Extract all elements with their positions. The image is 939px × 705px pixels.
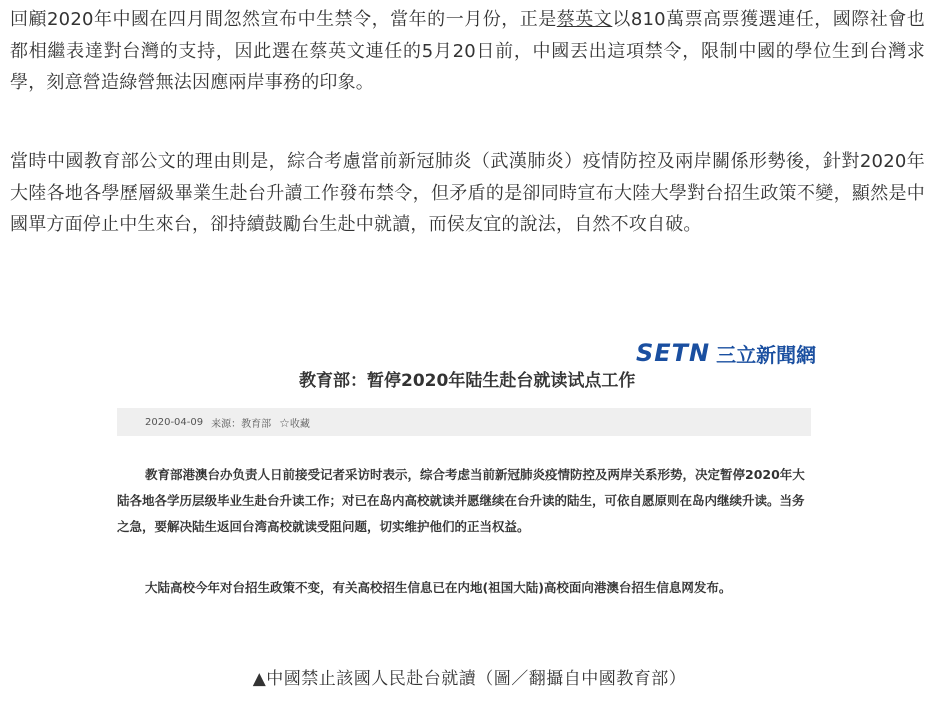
embedded-screenshot <box>104 330 824 620</box>
article-paragraph-1 <box>10 4 925 99</box>
setn-logo-text: 三立新聞網 <box>716 342 817 367</box>
tsai-ing-wen-link[interactable]: 蔡英文 <box>556 9 613 30</box>
meta-bar <box>117 408 811 436</box>
embed-paragraph-1: 教育部港澳台办负责人日前接受记者采访时表示，综合考虑当前新冠肺炎疫情防控及两岸关系形势，决定暂停2020年大陆各地各学历层级毕业生赴台升读工作；对已在岛内高校就读并愿继续在台升读的陆生，可依自愿原则在岛内继续升读。当务之急，要解决陆生返回台湾高校就读受阻问题，切实维护他们的正当权益。 <box>117 467 805 534</box>
embed-paragraph-2: 大陆高校今年对台招生政策不变，有关高校招生信息已在内地(祖国大陆)高校面向港澳台招生信息网发布。 <box>145 580 732 595</box>
favorite-button[interactable] <box>279 415 310 430</box>
article-paragraph-2: 當時中國教育部公文的理由則是，綜合考慮當前新冠肺炎（武漢肺炎）疫情防控及兩岸關係形勢後，針對2020年大陸各地各學歷層級畢業生赴台升讀工作發布禁令，但矛盾的是卻同時宣布大陸大學對台招生政策不變，顯然是中國單方面停止中生來台，卻持續鼓勵台生赴中就讀，而侯友宜的說法，自然不攻自破。 <box>10 151 925 235</box>
setn-logo <box>636 338 816 368</box>
star-icon: ☆ <box>279 415 290 430</box>
favorite-label: 收藏 <box>289 418 310 430</box>
meta-source: 来源：教育部 <box>211 418 272 430</box>
embed-title: 教育部：暂停2020年陆生赴台就读试点工作 <box>299 371 636 391</box>
setn-logo-mark: SETN <box>636 339 711 367</box>
paragraph-text: 回顧2020年中國在四月間忽然宣布中生禁令，當年的一月份，正是 <box>10 9 557 30</box>
image-caption: ▲中國禁止該國人民赴台就讀（圖／翻攝自中國教育部） <box>252 669 687 689</box>
meta-date: 2020-04-09 <box>145 416 204 428</box>
paragraph-text: 以810萬票高票獲選連任，國際社會也都相繼表達對台灣的支持，因此選在蔡英文連任的5月20日前，中國丟出這項禁令，限制中國的學位生到台灣求學，刻意營造綠營無法因應兩岸事務的印象。 <box>10 9 925 93</box>
